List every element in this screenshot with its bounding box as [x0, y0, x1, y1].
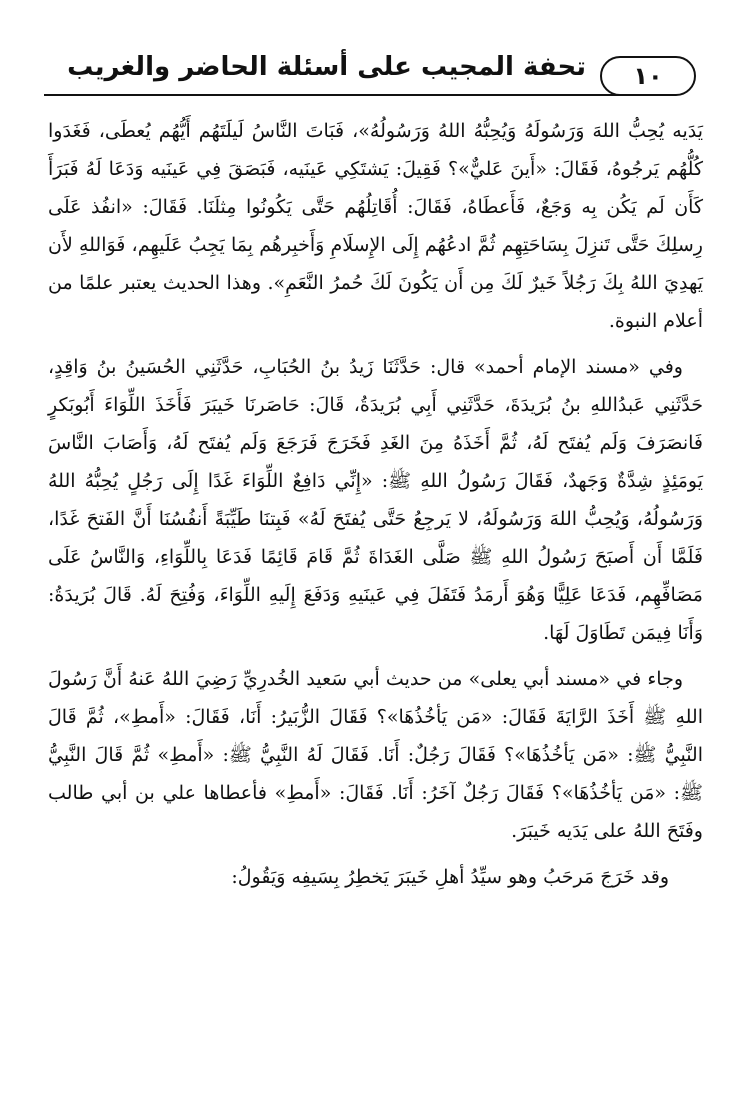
paragraph-1: يَدَيه يُحِبُّ اللهَ وَرَسُولَهُ وَيُحِبُّهُ اللهُ وَرَسُولُهُ»، فَبَاتَ النَّاسُ لَيلَتَهُم أَيُّهُم يُعطَى، فَغَدَوا كُلُّهُم يَرجُوهُ، فَقَالَ: «أَينَ عَليٌّ»؟ فَقِيلَ: يَشتَكِي عَينَيه، فَبَصَقَ فِي عَينَيه وَدَعَا لَهُ فَبَرَأَ كَأَن لَم يَكُن بِه وَجَعٌ، فَأَعطَاهُ، فَقَالَ: أُقَاتِلُهُم حَتَّى يَكُونُوا مِثلَنَا. فَقَالَ: «انفُذ عَلَى رِسلِكَ حَتَّى تَنزِلَ بِسَاحَتِهِم ثُمَّ ادعُهُم إِلَى الإِسلَامِ وَأَخبِرهُم بِمَا يَجِبُ عَلَيهِم، فَوَاللهِ لأَن يَهدِيَ اللهُ بِكَ رَجُلاً خَيرٌ لَكَ مِن أَن يَكُونَ لَكَ حُمرُ النَّعَمِ». وهذا الحديث يعتبر علمًا من أعلام النبوة.	[48, 120, 703, 332]
page-header	[44, 52, 702, 98]
page-body	[48, 112, 703, 904]
book-title: تحفة المجيب على أسئلة الحاضر والغريب	[67, 52, 586, 82]
paragraph-3: وجاء في «مسند أبي يعلى» من حديث أبي سَعيد الخُدرِيِّ رَضِيَ اللهُ عَنهُ أَنَّ رَسُولَ اللهِ ﷺ أَخَذَ الرَّايَةَ فَقَالَ: «مَن يَأخُذُهَا»؟ فَقَالَ الزُّبَيرُ: أَنَا، فَقَالَ: «أَمطِ»، ثُمَّ قَالَ النَّبِيُّ ﷺ: «مَن يَأخُذُهَا»؟ فَقَالَ رَجُلٌ: أَنَا. فَقَالَ لَهُ النَّبِيُّ ﷺ: «أَمطِ» ثُمَّ قَالَ النَّبِيُّ ﷺ: «مَن يَأخُذُهَا»؟ فَقَالَ رَجُلٌ آخَرُ: أَنَا. فَقَالَ: «أَمطِ» فأعطاها علي بن أبي طالب وفَتَحَ اللهُ على يَدَيه خَيبَرَ.	[48, 668, 703, 842]
page-number: ١٠	[600, 56, 696, 96]
paragraph-2: وفي «مسند الإمام أحمد» قال: حَدَّثَنَا زَيدُ بنُ الحُبَابِ، حَدَّثَنِي الحُسَينُ بنُ وَاقِدٍ، حَدَّثَنِي عَبدُاللهِ بنُ بُرَيدَةَ، حَدَّثَنِي أَبِي بُرَيدَةُ، قَالَ: حَاصَرنَا خَيبَرَ فَأَخَذَ اللِّوَاءَ أَبُوبَكرٍ فَانصَرَفَ وَلَم يُفتَح لَهُ، ثُمَّ أَخَذَهُ مِنَ الغَدِ فَخَرَجَ فَرَجَعَ وَلَم يُفتَح لَهُ، وَأَصَابَ النَّاسَ يَومَئِذٍ شِدَّةٌ وَجَهدٌ، فَقَالَ رَسُولُ اللهِ ﷺ: «إِنِّي دَافِعٌ اللِّوَاءَ غَدًا إِلَى رَجُلٍ يُحِبُّهُ اللهُ وَرَسُولُهُ، وَيُحِبُّ اللهَ وَرَسُولَهُ، لا يَرجِعُ حَتَّى يُفتَحَ لَهُ» فَبِتنَا طَيِّبَةً أَنفُسُنَا أَنَّ الفَتحَ غَدًا، فَلَمَّا أَن أَصبَحَ رَسُولُ اللهِ ﷺ صَلَّى الغَدَاةَ ثُمَّ قَامَ قَائِمًا فَدَعَا بِاللِّوَاءِ، وَالنَّاسُ عَلَى مَصَافِّهِم، فَدَعَا عَلِيًّا وَهُوَ أَرمَدُ فَتَفَلَ فِي عَينَيهِ وَدَفَعَ إِلَيهِ اللِّوَاءَ، وَفُتِحَ لَهُ. قَالَ بُرَيدَةُ: وَأَنَا فِيمَن تَطَاوَلَ لَهَا.	[48, 356, 704, 644]
paragraph-4: وقد خَرَجَ مَرحَبُ وهو سيِّدُ أهلِ خَيبَرَ يَخطِرُ بِسَيفِه وَيَقُولُ:	[231, 866, 669, 888]
header-divider	[44, 94, 650, 96]
